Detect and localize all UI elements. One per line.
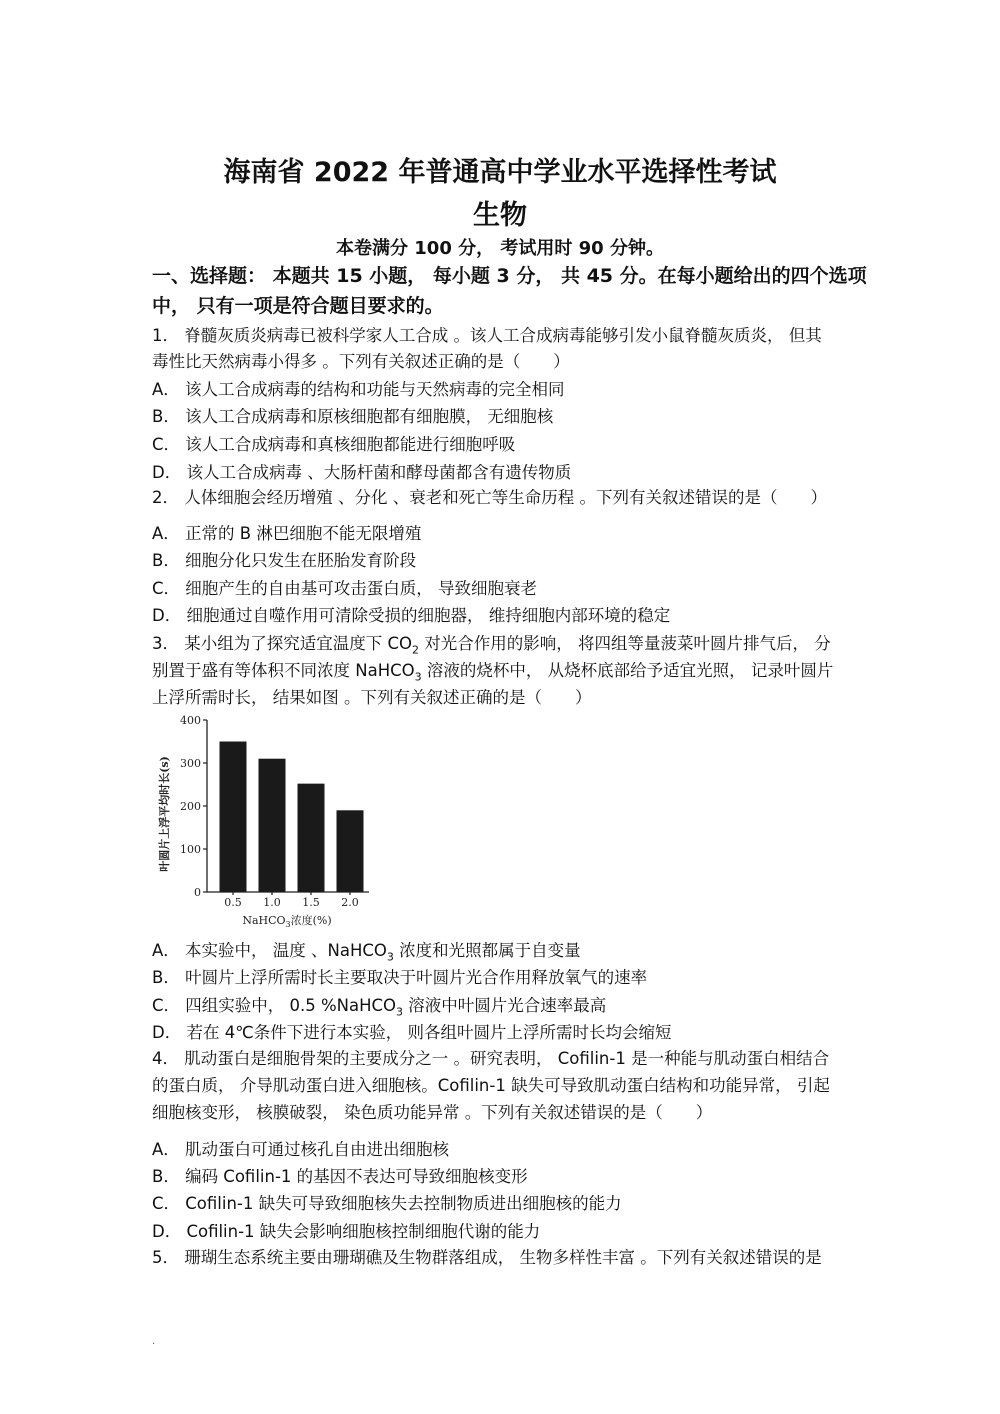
q2-option-d: D． 细胞通过自噬作用可清除受损的细胞器， 维持细胞内部环境的稳定: [152, 606, 671, 625]
subject-title: 生物: [473, 200, 527, 231]
bar-0.5: [220, 742, 247, 893]
q1-option-b: B． 该人工合成病毒和原核细胞都有细胞膜， 无细胞核: [152, 407, 554, 426]
q1-option-c: C． 该人工合成病毒和真核细胞都能进行细胞呼吸: [152, 435, 516, 454]
x-tick-label: 1.0: [263, 896, 281, 909]
y-axis-label: 叶圆片上浮平均时长(s): [158, 756, 171, 872]
x-tick-label: 1.5: [302, 896, 320, 909]
q3-option-a: A． 本实验中， 温度 、NaHCO$_3$ 浓度和光照都属于自变量: [152, 941, 581, 964]
section-heading-line2: 中， 只有一项是符合题目要求的。: [152, 295, 444, 317]
y-tick-label: 200: [180, 800, 201, 813]
q3-stem-line2: 别置于盛有等体积不同浓度 NaHCO$_3$ 溶液的烧杯中， 从烧杯底部给予适宜光照， 记录叶圆片: [152, 661, 834, 684]
q2-option-b: B． 细胞分化只发生在胚胎发育阶段: [152, 551, 417, 570]
q2-option-a: A． 正常的 B 淋巴细胞不能无限增殖: [152, 524, 422, 543]
q4-option-b: B． 编码 Cofilin-1 的基因不表达可导致细胞核变形: [152, 1167, 528, 1186]
q3-bar-chart: [150, 712, 390, 930]
q2-stem: 2． 人体细胞会经历增殖 、分化 、衰老和死亡等生命历程 。下列有关叙述错误的是（ ）: [152, 488, 827, 507]
bar-2.0: [337, 810, 364, 892]
x-tick-label: 2.0: [341, 896, 359, 909]
q5-stem-line1: 5． 珊瑚生态系统主要由珊瑚礁及生物群落组成， 生物多样性丰富 。下列有关叙述错误的是: [152, 1248, 822, 1267]
q1-stem-line2: 毒性比天然病毒小得多 。下列有关叙述正确的是（ ）: [152, 352, 570, 371]
q2-option-c: C． 细胞产生的自由基可攻击蛋白质， 导致细胞衰老: [152, 579, 538, 598]
y-tick-label: 100: [180, 843, 201, 856]
bar-1.0: [259, 759, 286, 892]
y-tick-label: 400: [180, 714, 201, 727]
q4-option-c: C． Cofilin-1 缺失可导致细胞核失去控制物质进出细胞核的能力: [152, 1194, 622, 1213]
q4-option-a: A． 肌动蛋白可通过核孔自由进出细胞核: [152, 1140, 450, 1159]
exam-info: 本卷满分 100 分， 考试用时 90 分钟。: [336, 238, 664, 259]
exam-title: 海南省 2022 年普通高中学业水平选择性考试: [223, 157, 777, 188]
x-tick-label: 0.5: [224, 896, 242, 909]
q4-stem-line2: 的蛋白质， 介导肌动蛋白进入细胞核。Cofilin-1 缺失可导致肌动蛋白结构和功能异常， 引起: [152, 1076, 830, 1095]
q1-option-a: A． 该人工合成病毒的结构和功能与天然病毒的完全相同: [152, 380, 565, 399]
q3-stem-line1: 3． 某小组为了探究适宜温度下 $CO_2$ 对光合作用的影响， 将四组等量菠菜叶圆片排气后， 分: [152, 634, 831, 657]
q4-stem-line3: 细胞核变形， 核膜破裂， 染色质功能异常 。下列有关叙述错误的是（ ）: [152, 1103, 713, 1122]
q4-stem-line1: 4． 肌动蛋白是细胞骨架的主要成分之一 。研究表明， Cofilin-1 是一种能与肌动蛋白相结合: [152, 1049, 830, 1068]
q3-option-d: D． 若在 4℃条件下进行本实验， 则各组叶圆片上浮所需时长均会缩短: [152, 1023, 672, 1042]
bar-1.5: [298, 784, 325, 892]
footer-dot: .: [152, 1336, 156, 1347]
q3-stem-line3: 上浮所需时长， 结果如图 。下列有关叙述正确的是（ ）: [152, 688, 592, 707]
q4-option-d: D． Cofilin-1 缺失会影响细胞核控制细胞代谢的能力: [152, 1222, 541, 1241]
q1-stem-line1: 1． 脊髓灰质炎病毒已被科学家人工合成 。该人工合成病毒能够引发小鼠脊髓灰质炎， 但其: [152, 326, 822, 345]
q3-option-b: B． 叶圆片上浮所需时长主要取决于叶圆片光合作用释放氧气的速率: [152, 968, 648, 987]
x-axis-label: NaHCO$_3$浓度(%): [242, 914, 332, 929]
y-tick-label: 0: [194, 886, 201, 899]
section-heading-line1: 一、选择题： 本题共 15 小题， 每小题 3 分， 共 45 分。在每小题给出的四个选项: [152, 265, 867, 287]
y-tick-label: 300: [180, 757, 201, 770]
q3-option-c: C． 四组实验中， 0.5 %NaHCO$_3$ 溶液中叶圆片光合速率最高: [152, 996, 607, 1019]
q1-option-d: D． 该人工合成病毒 、大肠杆菌和酵母菌都含有遗传物质: [152, 463, 572, 482]
